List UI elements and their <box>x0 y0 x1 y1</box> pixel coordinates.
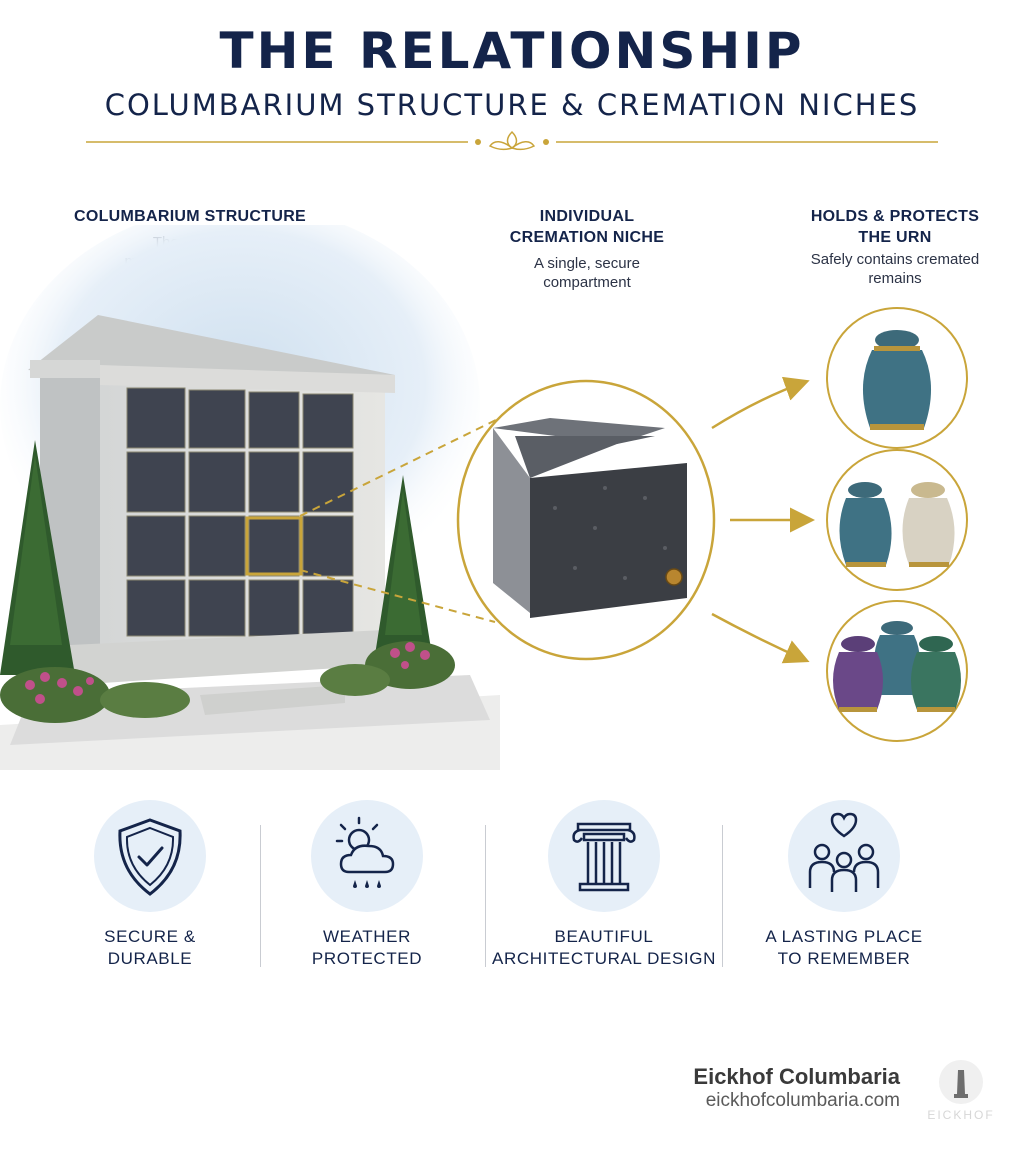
feature-icon-circle <box>788 800 900 912</box>
page-title: THE RELATIONSHIP <box>219 22 805 80</box>
brand-name: Eickhof Columbaria <box>693 1064 900 1089</box>
shield-check-icon <box>94 800 206 912</box>
ornamental-divider <box>86 128 938 158</box>
feature-secure-durable <box>35 800 265 970</box>
family-heart-icon <box>788 800 900 912</box>
brand-logo <box>918 1058 1004 1130</box>
section-title: COLUMBARIUM STRUCTURE <box>73 208 307 225</box>
section-description: Safely contains cremated remains <box>810 251 980 287</box>
feature-label: BEAUTIFUL ARCHITECTURAL DESIGN <box>492 927 716 968</box>
feature-architectural-design <box>489 800 719 970</box>
page-subtitle: COLUMBARIUM STRUCTURE & CREMATION NICHES <box>104 88 920 122</box>
section-title: INDIVIDUAL CREMATION NICHE <box>509 208 665 246</box>
column-icon <box>548 800 660 912</box>
feature-weather-protected <box>252 800 482 970</box>
feature-divider <box>485 825 486 967</box>
feature-label: SECURE & DURABLE <box>104 927 196 968</box>
brand-block <box>693 1064 900 1112</box>
section-cremation-niche <box>502 206 672 292</box>
urn-illustrations <box>700 300 1000 750</box>
obelisk-logo-icon <box>918 1058 1004 1108</box>
cremation-niche-illustration <box>455 378 717 662</box>
section-urn <box>800 206 990 288</box>
weather-icon <box>311 800 423 912</box>
feature-label: WEATHER PROTECTED <box>311 927 423 968</box>
section-title: HOLDS & PROTECTS THE URN <box>810 208 980 246</box>
feature-icon-circle <box>548 800 660 912</box>
section-description: A single, secure compartment <box>534 255 640 291</box>
feature-icon-circle <box>311 800 423 912</box>
logo-text: EICKHOF <box>927 1108 995 1122</box>
brand-url[interactable]: eickhofcolumbaria.com <box>705 1090 900 1111</box>
feature-label: A LASTING PLACE TO REMEMBER <box>765 927 923 968</box>
feature-lasting-place <box>729 800 959 970</box>
feature-divider <box>722 825 723 967</box>
feature-icon-circle <box>94 800 206 912</box>
